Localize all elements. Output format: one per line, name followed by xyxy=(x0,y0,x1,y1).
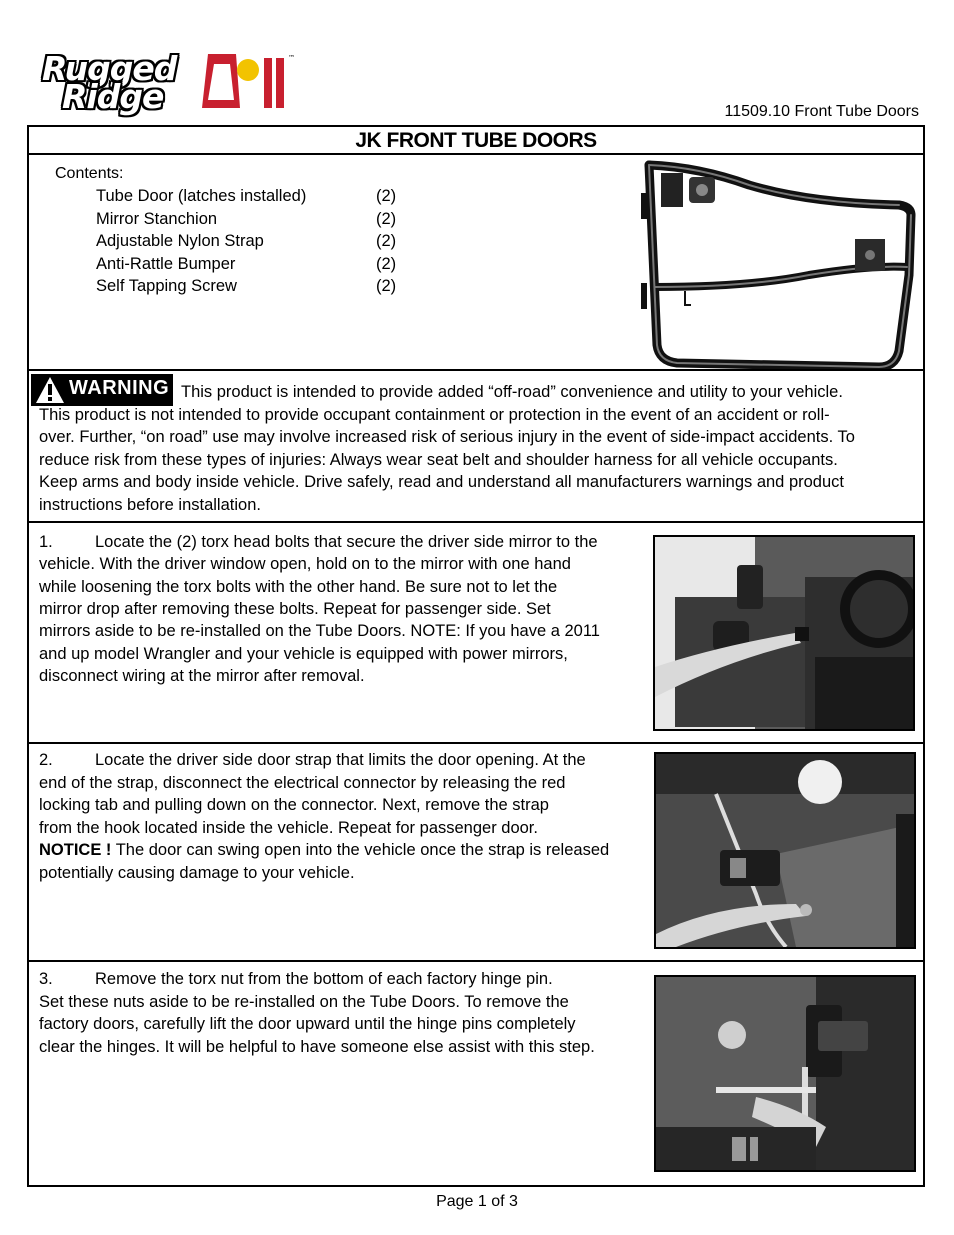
warning-text: reduce risk from these types of injuries: Always wear seat belt and shoulder harness for all vehicle occupants. xyxy=(39,451,838,469)
contents-item-qty: (2) xyxy=(376,232,397,250)
contents-item-name: Adjustable Nylon Strap xyxy=(96,232,264,250)
step-text: and up model Wrangler and your vehicle is equipped with power mirrors, xyxy=(39,645,568,663)
contents-item xyxy=(96,232,416,251)
step-number: 2. xyxy=(39,751,53,769)
warning-triangle-icon xyxy=(35,376,65,404)
contents-item xyxy=(96,255,416,274)
contents-item-qty: (2) xyxy=(376,187,397,205)
warning-badge-label: WARNING xyxy=(69,377,170,399)
contents-item-qty: (2) xyxy=(376,255,397,273)
warning-text: This product is intended to provide added “off-road” convenience and utility to your vehicle. xyxy=(181,383,843,401)
step-text: mirrors aside to be re-installed on the Tube Doors. NOTE: If you have a 2011 xyxy=(39,622,600,640)
contents-item-qty: (2) xyxy=(376,210,397,228)
hinge-pin-photo-icon xyxy=(656,977,914,1170)
step-3-photo xyxy=(654,975,916,1172)
logo-text-ridge: Ridge xyxy=(62,77,164,116)
step-1-text xyxy=(39,533,598,552)
step-1-photo xyxy=(653,535,915,731)
step-text: Locate the (2) torx head bolts that secure the driver side mirror to the xyxy=(95,533,598,551)
logo-text-rugged: Rugged xyxy=(42,49,177,88)
contents-item-name: Tube Door (latches installed) xyxy=(96,187,307,205)
step-text: potentially causing damage to your vehicle. xyxy=(39,864,355,882)
trademark-symbol: ™ xyxy=(288,54,295,62)
step-notice xyxy=(39,841,609,860)
warning-text: Keep arms and body inside vehicle. Drive safely, read and understand all manufacturers warnings and product xyxy=(39,473,844,491)
step-2-photo xyxy=(654,752,916,949)
step-text: locking tab and pulling down on the connector. Next, remove the strap xyxy=(39,796,549,814)
mirror-removal-photo-icon xyxy=(655,537,913,729)
contents-item-name: Mirror Stanchion xyxy=(96,210,218,228)
document-reference: 11509.10 Front Tube Doors xyxy=(724,103,919,120)
step-text: Remove the torx nut from the bottom of each factory hinge pin. xyxy=(95,970,553,988)
step-text: from the hook located inside the vehicle. Repeat for passenger door. xyxy=(39,819,538,837)
step-3-text xyxy=(39,970,553,989)
tube-door-illustration xyxy=(629,155,919,369)
contents-item xyxy=(96,210,416,229)
contents-item xyxy=(96,277,416,296)
door-strap-photo-icon xyxy=(656,754,914,947)
page-number: Page 1 of 3 xyxy=(436,1193,518,1210)
contents-item-qty: (2) xyxy=(376,277,397,295)
step-text: Set these nuts aside to be re-installed on the Tube Doors. To remove the xyxy=(39,993,569,1011)
step-text: factory doors, carefully lift the door upward until the hinge pins completely xyxy=(39,1015,576,1033)
logo-emblem-icon xyxy=(200,50,290,112)
warning-section xyxy=(29,371,923,523)
warning-text: instructions before installation. xyxy=(39,496,261,514)
step-text: end of the strap, disconnect the electrical connector by releasing the red xyxy=(39,774,566,792)
step-text: mirror drop after removing these bolts. Repeat for passenger side. Set xyxy=(39,600,551,618)
step-text: while loosening the torx bolts with the other hand. Be sure not to let the xyxy=(39,578,558,596)
contents-item-name: Self Tapping Screw xyxy=(96,277,237,295)
step-text: Locate the driver side door strap that limits the door opening. At the xyxy=(95,751,586,769)
notice-label: NOTICE ! xyxy=(39,841,112,859)
step-1-section xyxy=(29,523,923,744)
page-title: JK FRONT TUBE DOORS xyxy=(29,127,923,155)
notice-text: The door can swing open into the vehicle once the strap is released xyxy=(111,841,610,859)
step-2-text xyxy=(39,751,586,770)
step-number: 1. xyxy=(39,533,53,551)
step-3-section xyxy=(29,962,923,1187)
contents-item-name: Anti-Rattle Bumper xyxy=(96,255,236,273)
brand-logo xyxy=(40,46,300,116)
step-number: 3. xyxy=(39,970,53,988)
step-text: clear the hinges. It will be helpful to have someone else assist with this step. xyxy=(39,1038,595,1056)
step-text: disconnect wiring at the mirror after removal. xyxy=(39,667,365,685)
warning-badge xyxy=(31,374,173,406)
contents-label: Contents: xyxy=(55,165,124,182)
step-text: vehicle. With the driver window open, hold on to the mirror with one hand xyxy=(39,555,571,573)
warning-text: over. Further, “on road” use may involve increased risk of serious injury in the event of side-impact accidents. To xyxy=(39,428,855,446)
contents-item xyxy=(96,187,416,206)
step-2-section xyxy=(29,744,923,962)
instruction-frame xyxy=(27,125,925,1187)
contents-section xyxy=(29,155,923,371)
warning-text: This product is not intended to provide occupant containment or protection in the event of an accident or roll- xyxy=(39,406,830,424)
